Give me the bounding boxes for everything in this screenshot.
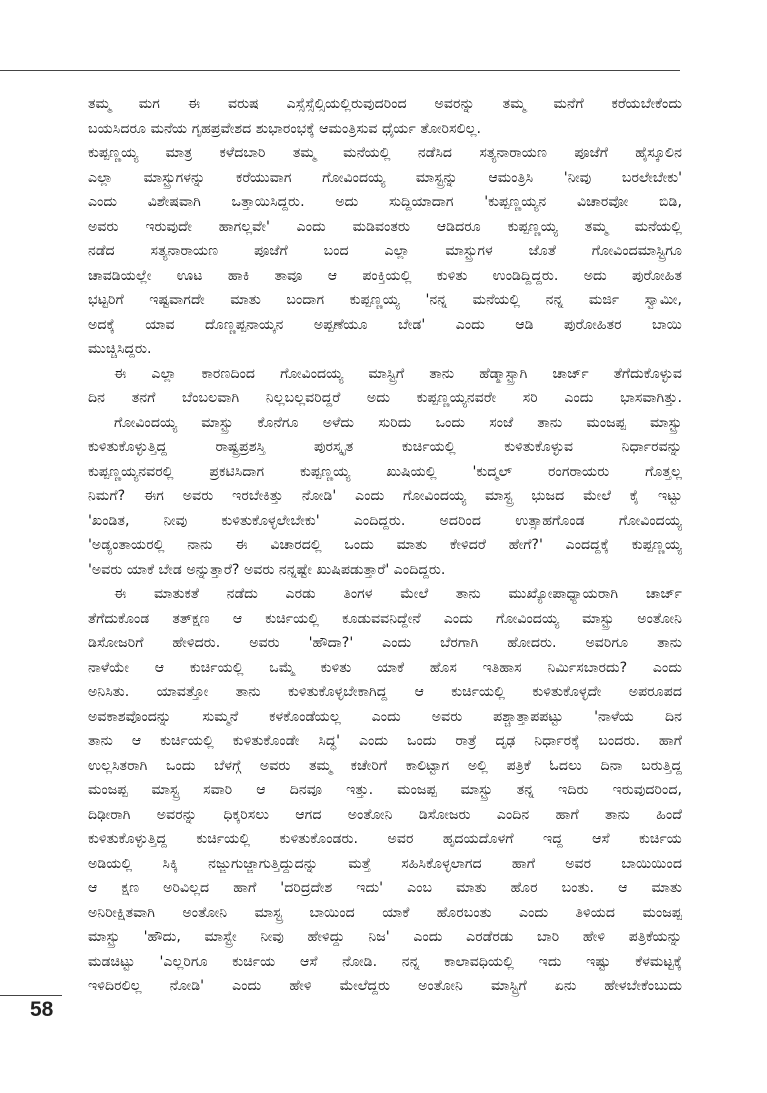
text-line: ಕುಳಿತುಕೊಳ್ಳುತ್ತಿದ್ದ ಕುರ್ಚಿಯಲ್ಲಿ ಕುಳಿತುಕೊಂಡರು. ಅವರ ಹೃದಯದೊಳಗೆ ಇದ್ದ ಆಸೆ ಕುರ್ಚಿಯ	[88, 831, 682, 847]
text-line: ಚಾವಡಿಯಲ್ಲೇ ಊಟ ಹಾಕಿ ತಾವೂ ಆ ಪಂಕ್ತಿಯಲ್ಲಿ ಕುಳಿತು ಉಂಡಿದ್ದಿದ್ದರು. ಅದು ಪುರೋಹಿತ	[88, 267, 682, 284]
text-line: ಅವಕಾಶವೊಂದನ್ನು ಸುಮ್ಮನೆ ಕಳಕೊಂಡೆಯಲ್ಲ ಎಂದು ಅವರು ಪಶ್ಚಾತ್ತಾಪಪಟ್ಟು 'ನಾಳೆಯ ದಿನ	[88, 708, 682, 725]
text-line: ಉಲ್ಲಸಿತರಾಗಿ ಒಂದು ಬೆಳಗ್ಗೆ ಅವರು ತಮ್ಮ ಕಚೇರಿಗೆ ಕಾಲಿಟ್ಟಾಗ ಅಲ್ಲಿ ಪತ್ರಿಕೆ ಓದಲು ದಿನಾ ಬರುತ್ತಿದ್ದ	[88, 757, 682, 774]
text-line: ಮಡಚಿಟ್ಟು 'ಎಲ್ಲರಿಗೂ ಕುರ್ಚಿಯ ಆಸೆ ನೋಡಿ. ನನ್ನ ಕಾಲಾವಧಿಯಲ್ಲಿ ಇದು ಇಷ್ಟು ಕೆಳಮಟ್ಟಕ್ಕೆ	[88, 953, 682, 970]
header-divider	[0, 70, 680, 71]
text-line: ನಿಮಗೆ? ಈಗ ಅವರು ಇರಬೇಕಿತ್ತು ನೋಡಿ' ಎಂದು ಗೋವಿಂದಯ್ಯ ಮಾಸ್ಟ್ರ ಭುಜದ ಮೇಲೆ ಕೈ ಇಟ್ಟು	[88, 488, 682, 504]
text-line: ಆ ಕ್ಷಣ ಅರಿವಿಲ್ಲದ ಹಾಗೆ 'ದರಿದ್ರದೇಶ ಇದು' ಎಂಬ ಮಾತು ಹೊರ ಬಂತು. ಆ ಮಾತು	[88, 880, 682, 896]
text-line: ನಡೆದ ಸತ್ಯನಾರಾಯಣ ಪೂಜೆಗೆ ಬಂದ ಎಲ್ಲಾ ಮಾಸ್ಟ್ರುಗಳ ಜೊತೆ ಗೋವಿಂದಮಾಸ್ಟ್ರಿಗೂ	[88, 243, 682, 259]
text-line: ನಾಳೆಯೇ ಆ ಕುರ್ಚಿಯಲ್ಲಿ ಒಮ್ಮೆ ಕುಳಿತು ಯಾಕೆ ಹೊಸ ಇತಿಹಾಸ ನಿರ್ಮಿಸಬಾರದು? ಎಂದು	[88, 659, 682, 676]
text-line: ಈ ಎಲ್ಲಾ ಕಾರಣದಿಂದ ಗೋವಿಂದಯ್ಯ ಮಾಸ್ಟ್ರಿಗೆ ತಾನು ಹೆಡ್ಮಾಸ್ಟ್ರಾಗಿ ಚಾರ್ಜ್ ತೆಗೆದುಕೊಳ್ಳುವ	[114, 365, 682, 382]
text-line: ಭಟ್ಟರಿಗೆ ಇಷ್ಟವಾಗದೇ ಮಾತು ಬಂದಾಗ ಕುಪ್ಪಣ್ಣಯ್ಯ 'ನನ್ನ ಮನೆಯಲ್ಲಿ ನನ್ನ ಮರ್ಜಿ ಸ್ವಾಮೀ,	[88, 292, 682, 308]
text-line: ಅನಿರೀಕ್ಷಿತವಾಗಿ ಅಂತೋನಿ ಮಾಸ್ಟ್ರ ಬಾಯಿಂದ ಯಾಕೆ ಹೊರಬಂತು ಎಂದು ತಿಳಿಯದ ಮಂಜಪ್ಪ	[88, 904, 682, 921]
text-line: ಅಡಿಯಲ್ಲಿ ಸಿಕ್ಕಿ ನಜ್ಜುಗುಜ್ಜಾಗುತ್ತಿದ್ದುದನ್ನು ಮತ್ತೆ ಸಹಿಸಿಕೊಳ್ಳಲಾಗದ ಹಾಗೆ ಅವರ ಬಾಯಿಯಿಂದ	[88, 855, 682, 872]
text-line: 'ಅಡ್ಯಂತಾಯರಲ್ಲಿ ನಾನು ಈ ವಿಚಾರದಲ್ಲಿ ಒಂದು ಮಾತು ಕೇಳಿದರೆ ಹೇಗೆ?' ಎಂದದ್ದಕ್ಕೆ ಕುಪ್ಪಣ್ಣಯ್ಯ	[88, 537, 682, 553]
body-text	[88, 92, 682, 999]
text-line: ತೆಗೆದುಕೊಂಡ ತತ್ಕ್ಷಣ ಆ ಕುರ್ಚಿಯಲ್ಲಿ ಕೂಡುವವನಿದ್ದೇನೆ ಎಂದು ಗೋವಿಂದಯ್ಯ ಮಾಸ್ಟ್ರು ಅಂತೋನಿ	[88, 610, 682, 627]
text-line: ಕುಪ್ಪಣ್ಣಯ್ಯ ಮಾತ್ರ ಕಳೆದಬಾರಿ ತಮ್ಮ ಮನೆಯಲ್ಲಿ ನಡೆಸಿದ ಸತ್ಯನಾರಾಯಣ ಪೂಜೆಗೆ ಹೈಸ್ಕೂಲಿನ	[88, 145, 682, 161]
text-line: ಬಯಸಿದರೂ ಮನೆಯ ಗೃಹಪ್ರವೇಶದ ಶುಭಾರಂಭಕ್ಕೆ ಆಮಂತ್ರಿಸುವ ಧೈರ್ಯ ತೋರಿಸಲಿಲ್ಲ.	[88, 120, 481, 137]
text-line: ಈ ಮಾತುಕತೆ ನಡೆದು ಎರಡು ತಿಂಗಳ ಮೇಲೆ ತಾನು ಮುಖ್ಯೋಪಾಧ್ಯಾಯರಾಗಿ ಚಾರ್ಜ್	[114, 586, 682, 602]
text-line: ಮುಚ್ಚಿಸಿದ್ದರು.	[88, 341, 152, 357]
text-line: ಮಾಸ್ಟ್ರು 'ಹೌದು, ಮಾಸ್ಟ್ರೇ ನೀವು ಹೇಳಿದ್ದು ನಿಜ' ಎಂದು ಎರಡೆರಡು ಬಾರಿ ಹೇಳಿ ಪತ್ರಿಕೆಯನ್ನು	[88, 929, 682, 945]
text-line: ತಾನು ಆ ಕುರ್ಚಿಯಲ್ಲಿ ಕುಳಿತುಕೊಂಡೇ ಸಿದ್ಧ' ಎಂದು ಒಂದು ರಾತ್ರೆ ದೃಢ ನಿರ್ಧಾರಕ್ಕೆ ಬಂದರು. ಹಾಗೆ	[88, 733, 682, 749]
text-line: ಕುಳಿತುಕೊಳ್ಳುತ್ತಿದ್ದ ರಾಷ್ಟ್ರಪ್ರಶಸ್ತಿ ಪುರಸ್ಕೃತ ಕುರ್ಚಿಯಲ್ಲಿ ಕುಳಿತುಕೊಳ್ಳುವ ನಿರ್ಧಾರವನ್ನು	[88, 439, 682, 455]
text-line: ಕುಪ್ಪಣ್ಣಯ್ಯನವರಲ್ಲಿ ಪ್ರಕಟಿಸಿದಾಗ ಕುಪ್ಪಣ್ಣಯ್ಯ ಖುಷಿಯಲ್ಲಿ 'ಕುದ್ಮಲ್ ರಂಗರಾಯರು ಗೊತ್ತಲ್ಲ	[88, 463, 682, 480]
page-number: 58	[30, 998, 54, 1021]
text-line: ದಿಢೀರಾಗಿ ಅವರನ್ನು ಧಿಕ್ಕರಿಸಲು ಆಗದ ಅಂತೋನಿ ಡಿಸೋಜರು ಎಂದಿನ ಹಾಗೆ ತಾನು ಹಿಂದೆ	[88, 806, 682, 823]
text-line: ದಿನ ತನಗೆ ಬೆಂಬಲವಾಗಿ ನಿಲ್ಲಬಲ್ಲವರಿದ್ದರೆ ಅದು ಕುಪ್ಪಣ್ಣಯ್ಯನವರೇ ಸರಿ ಎಂದು ಭಾಸವಾಗಿತ್ತು.	[88, 390, 682, 406]
text-line: ತಮ್ಮ ಮಗ ಈ ವರುಷ ಎಸ್ಸೆಸ್ಸೆಲ್ಸಿಯಲ್ಲಿರುವುದರಿಂದ ಅವರನ್ನು ತಮ್ಮ ಮನೆಗೆ ಕರೆಯಬೇಕೆಂದು	[88, 96, 682, 112]
text-line: ಎಂದು ವಿಶೇಷವಾಗಿ ಒತ್ತಾಯಿಸಿದ್ದರು. ಅದು ಸುದ್ದಿಯಾದಾಗ 'ಕುಪ್ಪಣ್ಣಯ್ಯನ ವಿಚಾರವೋ ಬಿಡಿ,	[88, 194, 682, 210]
text-line: ಅನಿಸಿತು. ಯಾವತ್ತೋ ತಾನು ಕುಳಿತುಕೊಳ್ಳಬೇಕಾಗಿದ್ದ ಆ ಕುರ್ಚಿಯಲ್ಲಿ ಕುಳಿತುಕೊಳ್ಳದೇ ಅಪರೂಪದ	[88, 684, 682, 700]
text-line: ಅದಕ್ಕೆ ಯಾವ ದೊಣ್ಣಪ್ಪನಾಯ್ಕನ ಅಪ್ಪಣೆಯೂ ಬೇಡ' ಎಂದು ಆಡಿ ಪುರೋಹಿತರ ಬಾಯಿ	[88, 316, 682, 333]
text-line: 'ಅವರು ಯಾಕೆ ಬೇಡ ಅನ್ನುತ್ತಾರೆ? ಅವರು ನನ್ನಷ್ಟೇ ಖುಷಿಪಡುತ್ತಾರೆ' ಎಂದಿದ್ದರು.	[88, 561, 446, 578]
text-line: ಅವರು ಇರುವುದೇ ಹಾಗಲ್ಲವೇ' ಎಂದು ಮಡಿವಂತರು ಆಡಿದರೂ ಕುಪ್ಪಣ್ಣಯ್ಯ ತಮ್ಮ ಮನೆಯಲ್ಲಿ	[88, 218, 682, 235]
text-line: ಡಿಸೋಜರಿಗೆ ಹೇಳಿದರು. ಅವರು 'ಹೌದಾ?' ಎಂದು ಬೆರಗಾಗಿ ಹೋದರು. ಅವರಿಗೂ ತಾನು	[88, 635, 682, 651]
text-line: ಇಳಿದಿರಲಿಲ್ಲ ನೋಡಿ' ಎಂದು ಹೇಳಿ ಮೇಲೆದ್ದರು ಅಂತೋನಿ ಮಾಸ್ಟ್ರಿಗೆ ಏನು ಹೇಳಬೇಕೆಂಬುದು	[88, 978, 682, 994]
text-line: ಗೋವಿಂದಯ್ಯ ಮಾಸ್ಟ್ರು ಕೊನೆಗೂ ಅಳೆದು ಸುರಿದು ಒಂದು ಸಂಜೆ ತಾನು ಮಂಜಪ್ಪ ಮಾಸ್ಟ್ರು	[114, 414, 682, 431]
text-line: ಮಂಜಪ್ಪ ಮಾಸ್ಟ್ರ ಸವಾರಿ ಆ ದಿನವೂ ಇತ್ತು. ಮಂಜಪ್ಪ ಮಾಸ್ಟ್ರು ತನ್ನ ಇದಿರು ಇರುವುದರಿಂದ,	[88, 782, 682, 798]
text-line: ಎಲ್ಲಾ ಮಾಸ್ಟ್ರುಗಳನ್ನು ಕರೆಯುವಾಗ ಗೋವಿಂದಯ್ಯ ಮಾಸ್ಟ್ರನ್ನು ಆಮಂತ್ರಿಸಿ 'ನೀವು ಬರಲೇಬೇಕು'	[88, 169, 682, 186]
text-line: 'ಖಂಡಿತ, ನೀವು ಕುಳಿತುಕೊಳ್ಳಲೇಬೇಕು' ಎಂದಿದ್ದರು. ಅದರಿಂದ ಉತ್ಸಾಹಗೊಂಡ ಗೋವಿಂದಯ್ಯ	[88, 512, 682, 529]
footer-divider	[0, 995, 62, 996]
